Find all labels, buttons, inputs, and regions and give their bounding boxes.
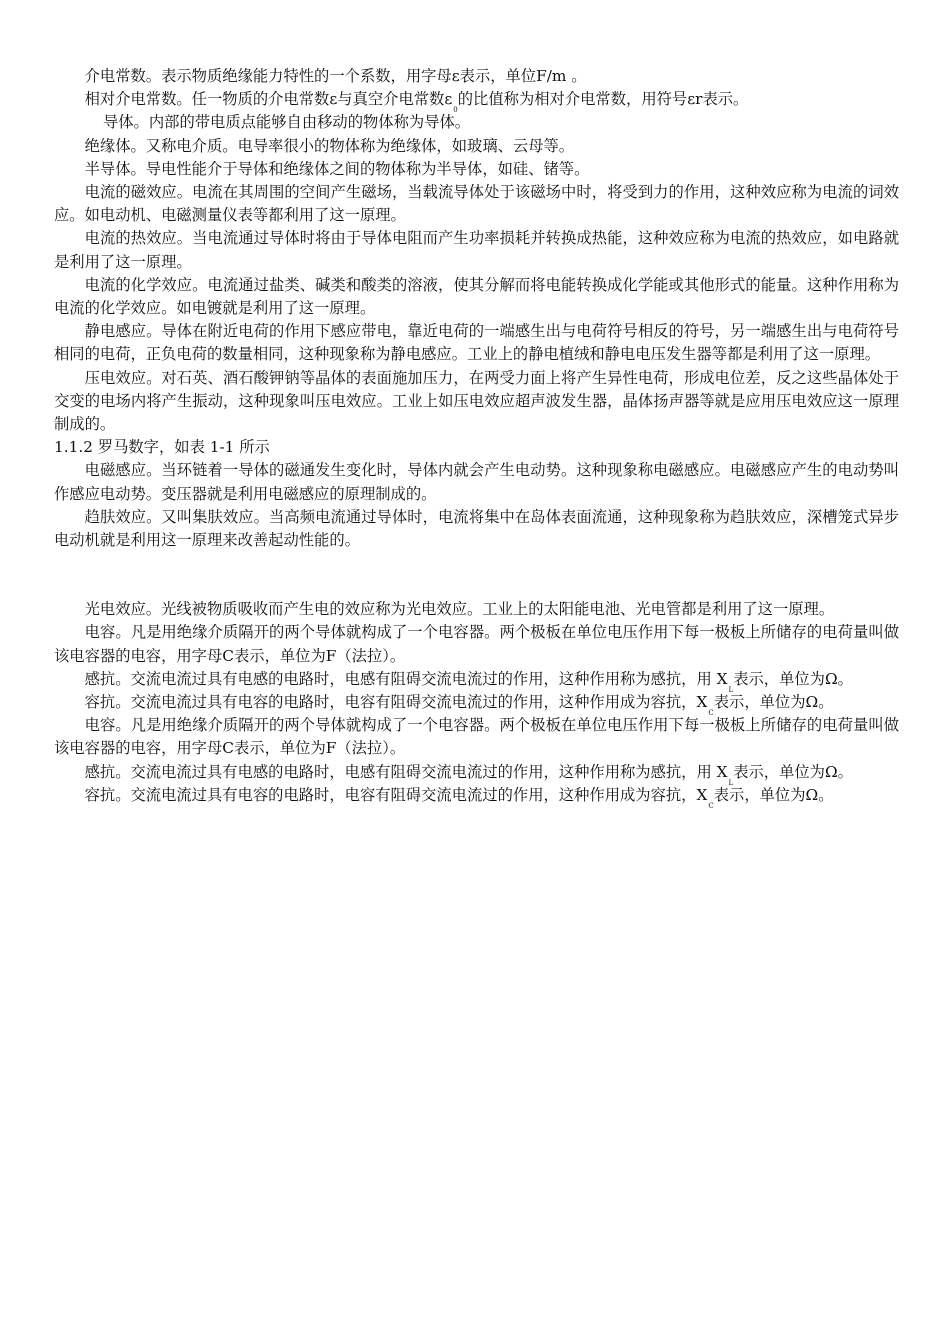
subscript: L [728,778,734,787]
paragraph-conductor: 导体。内部的带电质点能够自由移动的物体称为导体。 [102,113,471,132]
subscript: C [708,801,714,810]
paragraph-thermal-effect: 电流的热效应。当电流通过导体时将由于导体电阻而产生功率损耗并转换成热能，这种效应称为电流的热效应，如电路就是利用了这一原理。 [54,229,899,271]
paragraph-relative-dielectric-constant: 相对介电常数。任一物质的介电常数ε与真空介电常数$\varepsilon_0$的比值称为相对介电常数，用符号εr表示。 [84,90,749,115]
paragraph-inductive-reactance-repeat: 感抗。交流电流过具有电感的电路时，电感有阻碍交流电流过的作用，这种作用称为感抗，用 $X_L$表示，单位为Ω。 [84,762,853,787]
paragraph-insulator: 绝缘体。又称电介质。电导率很小的物体称为绝缘体，如玻璃、云母等。 [84,136,575,155]
subscript: C [708,709,714,718]
paragraph-inductive-reactance: 感抗。交流电流过具有电感的电路时，电感有阻碍交流电流过的作用，这种作用称为感抗，用 $X_L$表示，单位为Ω。 [84,669,853,694]
paragraph-capacitive-reactance: 容抗。交流电流过具有电容的电路时，电容有阻碍交流电流过的作用，这种作用成为容抗，$X_C$表示，单位为Ω。 [84,693,834,718]
paragraph-chemical-effect: 电流的化学效应。电流通过盐类、碱类和酸类的溶液，使其分解而将电能转换成化学能或其他形式的能量。这种作用称为电流的化学效应。如电镀就是利用了这一原理。 [54,275,899,318]
paragraph-photoelectric-effect: 光电效应。光线被物质吸收而产生电的效应称为光电效应。工业上的太阳能电池、光电管都是利用了这一原理。 [84,600,835,619]
paragraph-capacitive-reactance-repeat: 容抗。交流电流过具有电容的电路时，电容有阻碍交流电流过的作用，这种作用成为容抗，$X_C$表示，单位为Ω。 [84,785,834,810]
blank-line [54,552,899,598]
section-heading: 1.1.2 罗马数字，如表 1-1 所示 [54,438,270,457]
document-body [54,65,899,810]
paragraph-semiconductor: 半导体。导电性能介于导体和绝缘体之间的物体称为半导体，如硅、锗等。 [84,159,590,178]
paragraph-capacitance-repeat: 电容。凡是用绝缘介质隔开的两个导体就构成了一个电容器。两个极板在单位电压作用下每一极板上所储存的电荷量叫做该电容器的电容，用字母C表示，单位为F（法拉）。 [54,716,899,758]
paragraph-piezoelectric-effect: 压电效应。对石英、酒石酸钾钠等晶体的表面施加压力，在两受力面上将产生异性电荷，形成电位差，反之这些晶体处于交变的电场内将产生振动，这种现象叫压电效应。工业上如压电效应超声波发生器，晶体扬声器等就是应用压电效应这一原理制成的。 [54,368,899,434]
paragraph-electrostatic-induction: 静电感应。导体在附近电荷的作用下感应带电，靠近电荷的一端感生出与电荷符号相反的符号，另一端感生出与电荷符号相同的电荷，正负电荷的数量相同，这种现象称为静电感应。工业上的静电植绒和静电电压发生器等都是利用了这一原理。 [54,322,899,364]
paragraph-skin-effect: 趋肤效应。又叫集肤效应。当高频电流通过导体时，电流将集中在岛体表面流通，这种现象称为趋肤效应，深槽笼式异步电动机就是利用这一原理来改善起动性能的。 [54,507,899,550]
paragraph-magnetic-effect: 电流的磁效应。电流在其周围的空间产生磁场，当载流导体处于该磁场中时，将受到力的作用，这种效应称为电流的词效应。如电动机、电磁测量仪表等都利用了这一原理。 [54,183,899,225]
subscript: L [728,685,734,694]
paragraph-capacitance: 电容。凡是用绝缘介质隔开的两个导体就构成了一个电容器。两个极板在单位电压作用下每一极板上所储存的电荷量叫做该电容器的电容，用字母C表示，单位为F（法拉）。 [54,623,899,665]
subscript: 0 [453,106,458,115]
paragraph-dielectric-constant: 介电常数。表示物质绝缘能力特性的一个系数，用字母ε表示，单位F/m 。 [84,67,587,85]
paragraph-electromagnetic-induction: 电磁感应。当环链着一导体的磁通发生变化时，导体内就会产生电动势。这种现象称电磁感应。电磁感应产生的电动势叫作感应电动势。变压器就是利用电磁感应的原理制成的。 [54,461,899,503]
